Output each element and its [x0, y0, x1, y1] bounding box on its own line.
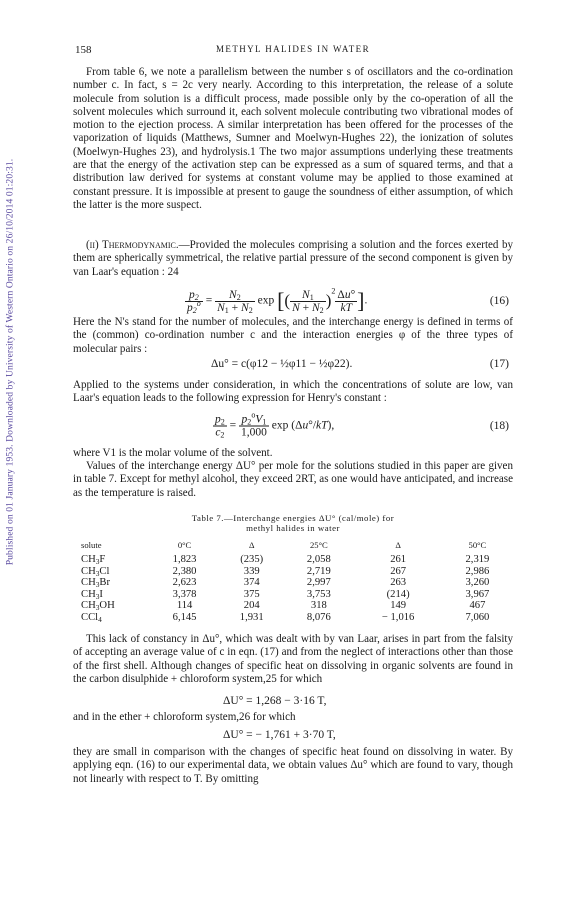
table-cell: 7,060	[465, 611, 490, 623]
table-cell: 1,931	[239, 611, 264, 623]
table-row	[81, 589, 511, 601]
table-cell-solute: $CH_3F$	[81, 554, 106, 566]
page-number: 158	[75, 44, 92, 56]
paragraph-7	[73, 633, 513, 686]
paragraph-9	[73, 746, 513, 786]
table-cell: 3,967	[465, 588, 490, 600]
paragraph-4-text: Applied to the systems under consideration, in which the concentrations of solute are low, van Laar's equation leads to the following expression for Henry's constant :	[73, 379, 513, 405]
paragraph-5-text: where V1 is the molar volume of the solvent.	[73, 447, 273, 459]
download-stamp-text: Published on 01 January 1953. Downloaded by University of Western Ontario on 26/10/2014 01:20:31.	[4, 158, 16, 566]
table-cell: 2,380	[172, 565, 197, 577]
paragraph-8-text: and in the ether + chloroform system,26 for which	[73, 711, 296, 723]
table-cell: 261	[390, 554, 407, 565]
table-cell: 318	[310, 600, 327, 612]
table-cell: 3,378	[172, 588, 197, 600]
table-row	[81, 554, 511, 566]
table-cell: 2,986	[465, 565, 490, 577]
running-title: METHYL HALIDES IN WATER	[216, 44, 370, 54]
table-cell-solute: CCl$_4$	[81, 611, 102, 624]
equation-18	[73, 410, 513, 442]
table-cell: 374	[243, 577, 260, 589]
table-cell: 204	[243, 600, 260, 612]
table-header-cell: 0°C	[177, 540, 192, 550]
table-7	[81, 540, 511, 624]
table-cell: 2,719	[306, 565, 331, 577]
equation-16-number: (16)	[489, 295, 509, 307]
page-header	[73, 44, 513, 58]
paragraph-1	[73, 66, 513, 212]
equation-17-number: (17)	[489, 358, 509, 370]
table-cell: (235)	[240, 554, 264, 565]
table-row	[81, 566, 511, 578]
table-header-cell: 25°C	[309, 540, 328, 550]
equation-ether-chloroform-body: ΔU° = − 1,761 + 3·70 T,	[223, 729, 336, 741]
equation-carbon-disulphide	[73, 692, 513, 710]
table-7-caption-line2: methyl halides in water	[246, 523, 340, 533]
table-row	[81, 577, 511, 589]
paragraph-5	[73, 447, 513, 460]
table-cell: 149	[390, 600, 407, 612]
equation-carbon-disulphide-body: ΔU° = 1,268 − 3·16 T,	[223, 695, 327, 707]
equation-16-body: $\frac{p_2}{p_2^o}$ = $\frac{N_2}{N_1 + N_2}$ exp [( $\frac{N_1}{N + N_2}$ )$^2$ $\frac{\Delta u^\circ}{kT}$ ].	[187, 286, 368, 315]
table-cell: 8,076	[306, 611, 331, 623]
table-cell: 2,623	[172, 577, 197, 589]
table-cell-solute: $CH_3Br$	[81, 577, 111, 590]
paragraph-2	[73, 239, 513, 279]
table-cell: 3,753	[306, 588, 331, 600]
download-stamp	[3, 122, 17, 602]
paragraph-1-text: From table 6, we note a parallelism between the number s of oscillators and the co-ordination number c. In fact, s = 2c very nearly. According to this interpretation, the release of a solute molecule from solution is a difficult process, made possible only by the co-operation of all the solvent molecules which surround it, each solvent molecule contributing two vibrational modes of motion to the ejection process. A similar interpretation has been offered for the processes of the vaporization of liquids (Matthews, Sumner and Moelwyn-Hughes 22), the ionization of solutes (Moelwyn-Hughes 23), and hydrolysis.1 The two major assumptions underlying these treatments are that the energy of the activation step can be expressed as a sum of squared terms, and that a distribution law derived for systems at constant volume may be applied to those examined at constant pressure. It is impossible at present to gauge the soundness of either assumption, of which the latter is the more suspect.	[73, 66, 513, 211]
table-cell-solute: $CH_3Cl$	[81, 565, 110, 578]
table-cell: 1,823	[172, 554, 197, 565]
table-cell-solute: $CH_3I$	[81, 588, 103, 601]
table-7-header-row	[81, 540, 511, 554]
paragraph-9-text: they are small in comparison with the changes of specific heat found on dissolving in water. By applying eqn. (16) to our experimental data, we obtain values Δu° which are found to vary, though not linearly with respect to T. By omitting	[73, 746, 513, 785]
table-cell: (214)	[386, 588, 410, 600]
table-cell: 263	[390, 577, 407, 589]
table-header-cell: Δ	[395, 540, 401, 550]
table-header-cell: solute	[81, 540, 102, 550]
table-7-caption-line1: Table 7.—Interchange energies ΔU° (cal/mole) for	[191, 513, 395, 523]
equation-18-body: $\frac{p_2}{c_2}$ = $\frac{p_2^oV_1}{1,000}$ exp (Δu°/kT),	[215, 410, 335, 440]
table-cell: − 1,016	[381, 611, 415, 623]
paragraph-8	[73, 711, 513, 724]
table-row	[81, 612, 511, 624]
table-7-caption	[73, 513, 513, 533]
table-cell: 3,260	[465, 577, 490, 589]
equation-16	[73, 287, 513, 315]
paragraph-3-text: Here the N's stand for the number of molecules, and the interchange energy is defined in terms of the (common) co-ordination number c and the interaction energies φ of the three types of molecular pairs :	[73, 316, 513, 355]
table-cell: 6,145	[172, 611, 197, 623]
equation-ether-chloroform	[73, 726, 513, 744]
table-cell: 114	[176, 600, 193, 612]
table-header-cell: Δ	[248, 540, 255, 550]
table-cell: 2,058	[306, 554, 331, 565]
table-cell-solute: $CH_3OH$	[81, 600, 115, 613]
table-cell: 267	[390, 565, 407, 577]
table-header-cell: 50°C	[468, 540, 487, 550]
paragraph-6-text: Values of the interchange energy ΔU° per mole for the solutions studied in this paper are given in table 7. Except for methyl alcohol, they exceed 2RT, as one would have anticipated, and increase as the temperature is raised.	[73, 460, 513, 499]
section-heading: (ii) Thermodynamic.	[86, 239, 179, 251]
table-cell: 375	[243, 588, 260, 600]
paragraph-3	[73, 316, 513, 356]
paragraph-4	[73, 379, 513, 406]
table-cell: 467	[469, 600, 486, 612]
equation-18-number: (18)	[489, 420, 509, 432]
paragraph-7-text: This lack of constancy in Δu°, which was dealt with by van Laar, arises in part from the falsity of accepting an average value of c in eqn. (17) and from the neglect of interactions other than those of the first shell. Although changes of specific heat on dissolving in organic solvents are found in the carbon disulphide + chloroform system,25 for which	[73, 633, 513, 685]
equation-17	[73, 354, 513, 374]
paragraph-2-text: —Provided the molecules comprising a solution and the forces exerted by them are spherically symmetrical, the relative partial pressure of the second component is given by van Laar's equation : 24	[73, 239, 513, 278]
paragraph-6	[73, 460, 513, 500]
table-cell: 339	[243, 565, 260, 577]
equation-17-body: Δu° = c(φ12 − ½φ11 − ½φ22).	[211, 358, 353, 370]
table-cell: 2,997	[306, 577, 331, 589]
table-cell: 2,319	[465, 554, 490, 565]
table-row	[81, 600, 511, 612]
